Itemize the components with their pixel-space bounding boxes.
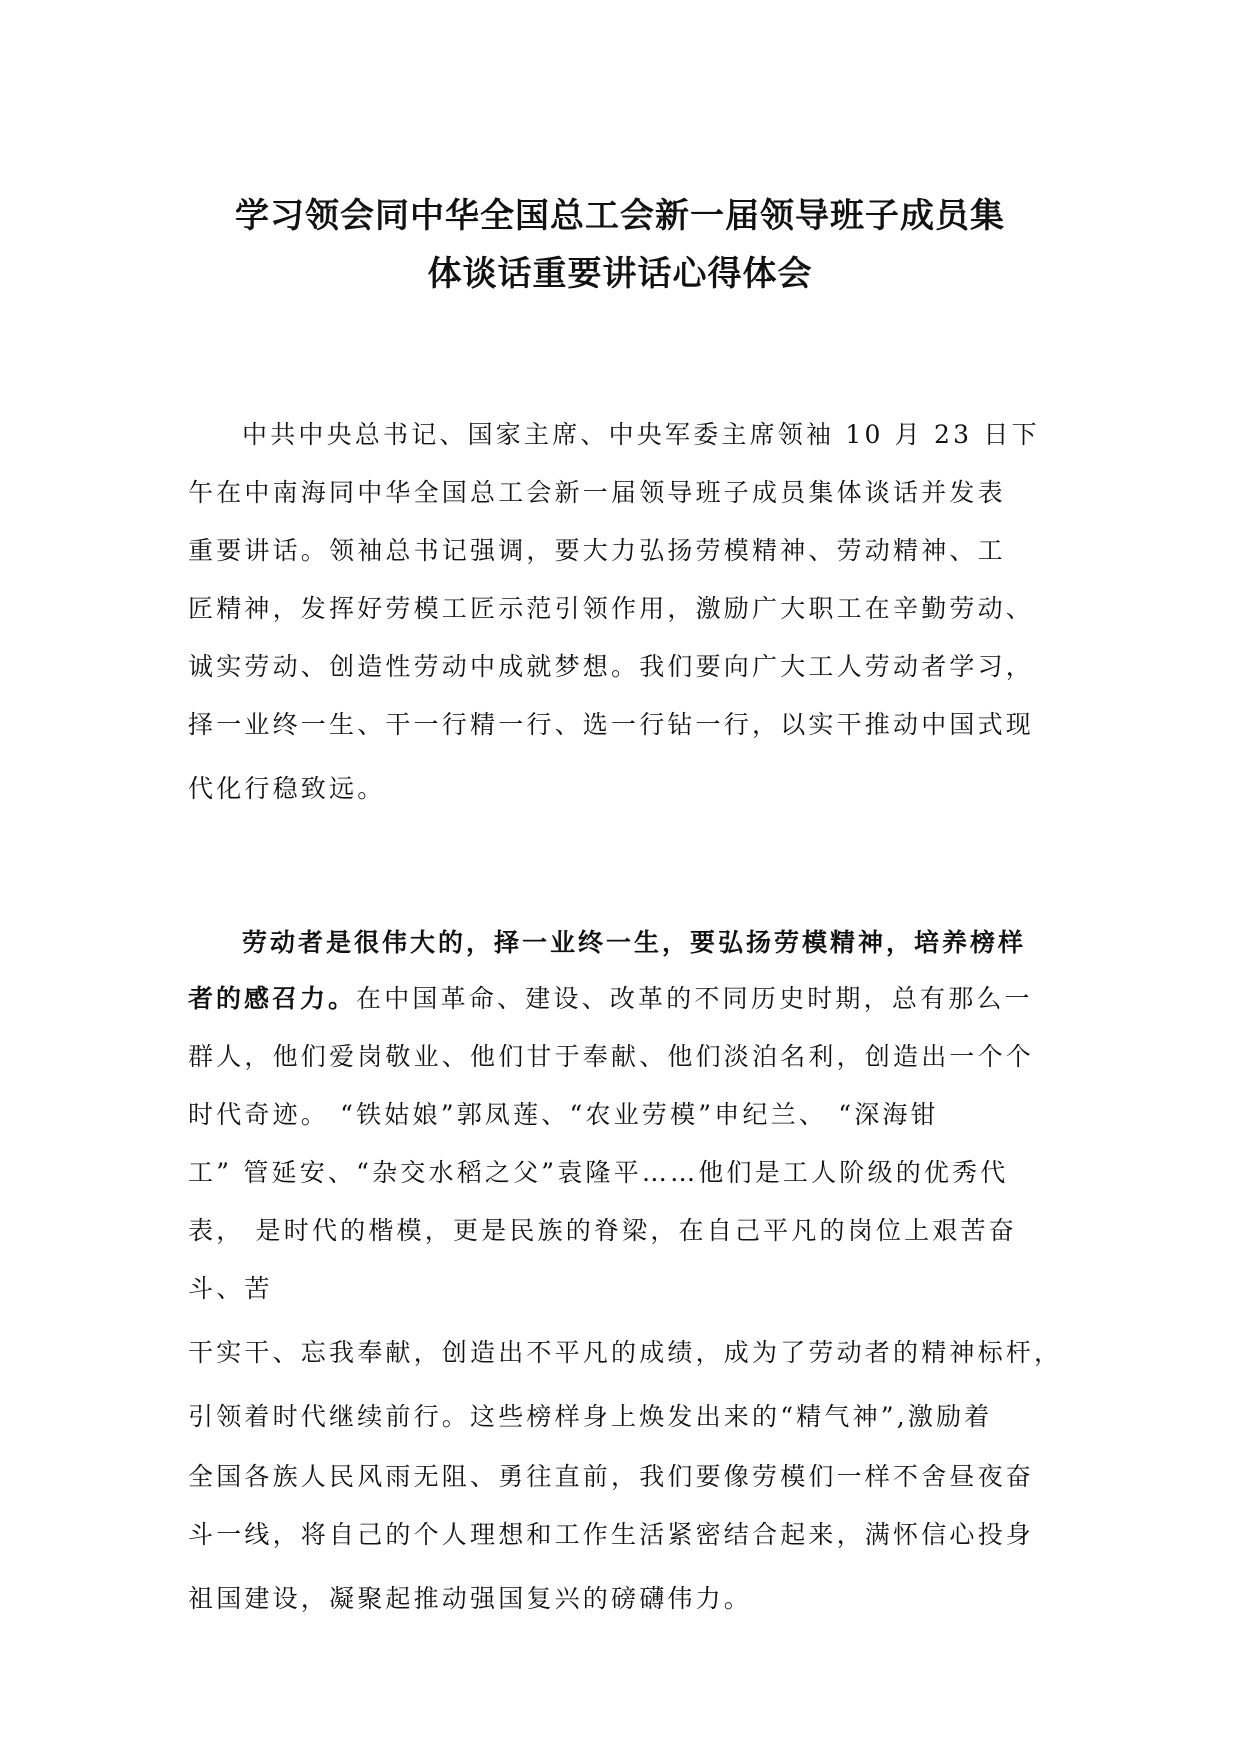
paragraph-1-line-5: 诚实劳动、创造性劳动中成就梦想。我们要向广大工人劳动者学习， bbox=[188, 652, 1035, 681]
paragraph-1-line-1: 中共中央总书记、国家主席、中央军委主席领袖 10 月 23 日下 bbox=[242, 420, 1040, 449]
paragraph-2-heading-end: 者的感召力。 bbox=[188, 984, 357, 1013]
paragraph-2-line-8: 干实干、忘我奉献，创造出不平凡的成绩，成为了劳动者的精神标杆， bbox=[188, 1338, 1063, 1367]
paragraph-1-line-4: 匠精神，发挥好劳模工匠示范引领作用，激励广大职工在辛勤劳动、 bbox=[188, 594, 1035, 623]
paragraph-1-line-3: 重要讲话。领袖总书记强调，要大力弘扬劳模精神、劳动精神、工 bbox=[188, 536, 1006, 565]
paragraph-2-line-5: 工” 管延安、“杂交水稻之父”袁隆平……他们是工人阶级的优秀代 bbox=[188, 1158, 1009, 1187]
paragraph-2-line-3: 群人，他们爱岗敬业、他们甘于奉献、他们淡泊名利，创造出一个个 bbox=[188, 1042, 1035, 1071]
paragraph-2-line-11: 斗一线，将自己的个人理想和工作生活紧密结合起来，满怀信心投身 bbox=[188, 1520, 1035, 1549]
paragraph-2-heading: 劳动者是很伟大的，择一业终一生，要弘扬劳模精神，培养榜样 bbox=[242, 928, 1027, 957]
paragraph-2-line-6: 表， 是时代的楷模，更是民族的脊梁，在自己平凡的岗位上艰苦奋 bbox=[188, 1216, 1017, 1245]
paragraph-1-line-6: 择一业终一生、干一行精一行、选一行钻一行，以实干推动中国式现 bbox=[188, 710, 1035, 739]
paragraph-2-line-2-text: 在中国革命、建设、改革的不同历史时期，总有那么一 bbox=[356, 984, 1033, 1013]
paragraph-2-line-9: 引领着时代继续前行。这些榜样身上焕发出来的“精气神”,激励着 bbox=[188, 1402, 993, 1431]
paragraph-1-line-2: 午在中南海同中华全国总工会新一届领导班子成员集体谈话并发表 bbox=[188, 478, 1006, 507]
paragraph-1-line-7: 代化行稳致远。 bbox=[188, 774, 386, 803]
paragraph-2-line-7: 斗、苦 bbox=[188, 1274, 273, 1303]
document-title-line-2: 体谈话重要讲话心得体会 bbox=[427, 254, 813, 294]
paragraph-2-line-10: 全国各族人民风雨无阻、勇往直前，我们要像劳模们一样不舍昼夜奋 bbox=[188, 1462, 1035, 1491]
paragraph-2-line-4: 时代奇迹。 “铁姑娘”郭凤莲、“农业劳模”申纪兰、 “深海钳 bbox=[188, 1100, 939, 1129]
paragraph-2-line-12: 祖国建设，凝聚起推动强国复兴的磅礴伟力。 bbox=[188, 1584, 753, 1613]
document-title-line-1: 学习领会同中华全国总工会新一届领导班子成员集 bbox=[235, 196, 1005, 236]
paragraph-2-line-2 bbox=[188, 982, 1033, 1016]
